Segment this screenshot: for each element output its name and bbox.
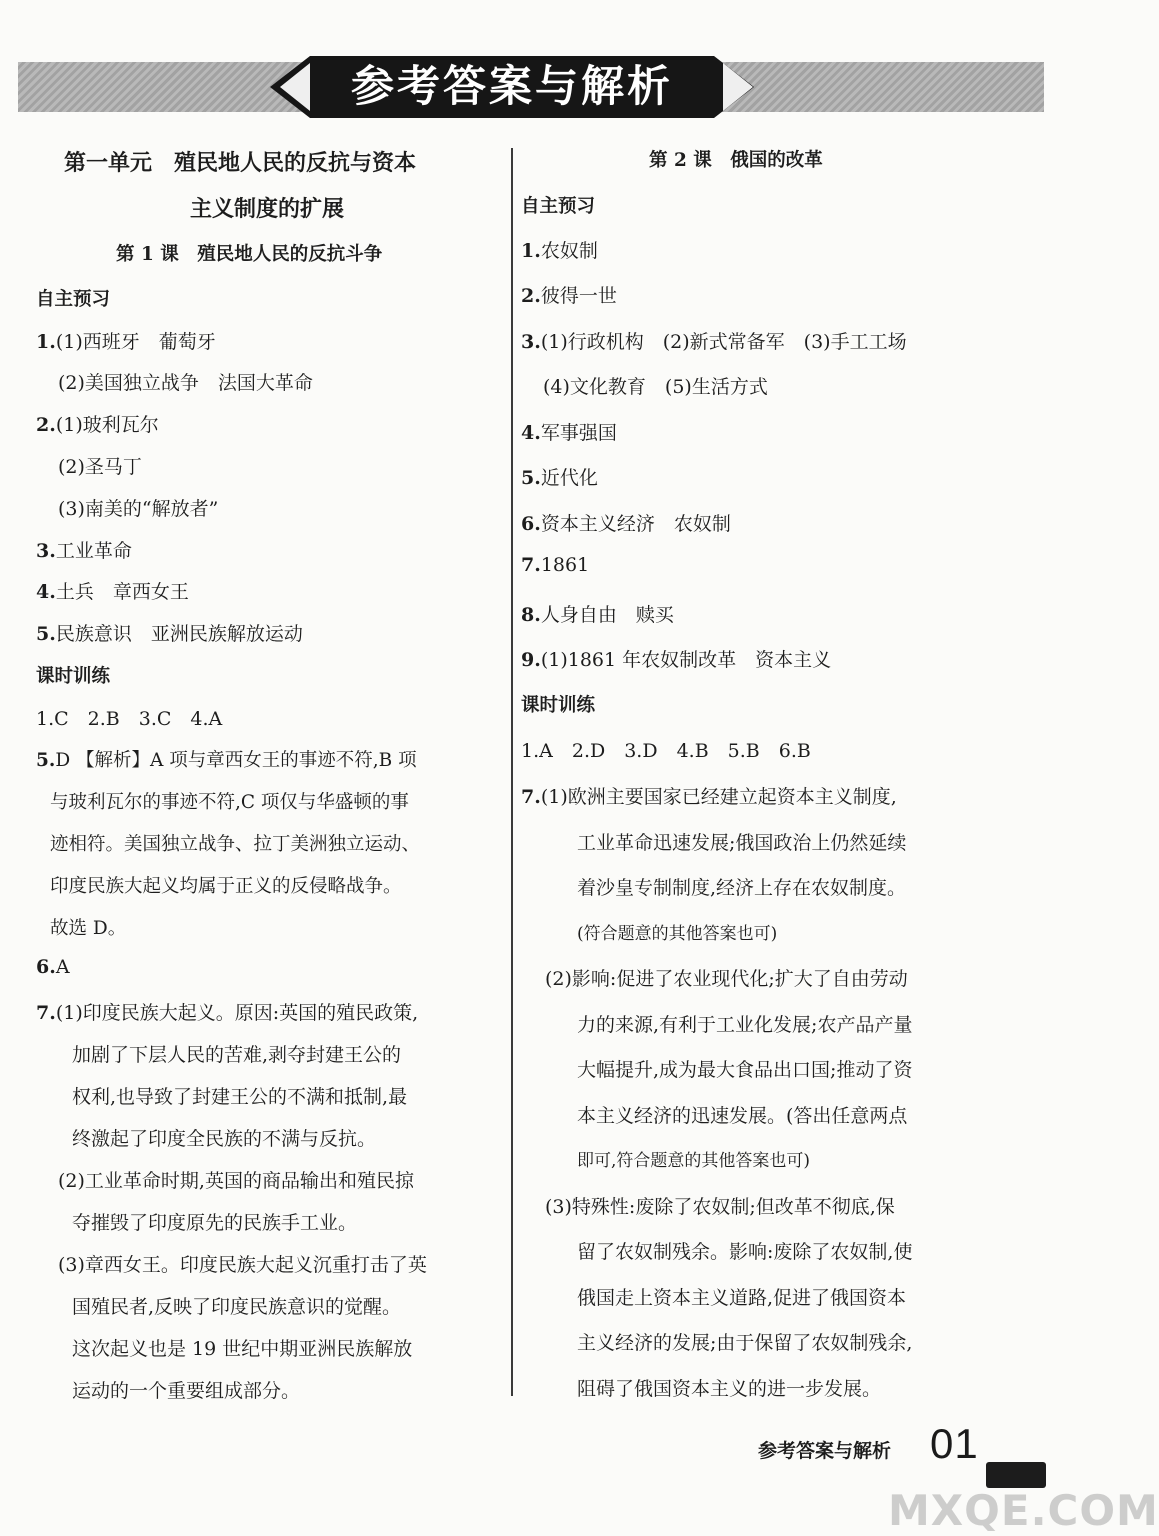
answer-line: (2)影响:促进了农业现代化;扩大了自由劳动: [545, 968, 908, 990]
section-training-title: 课时训练: [521, 695, 596, 716]
answer-item: [36, 577, 189, 604]
item-number: 3.: [521, 331, 541, 353]
answer-text: 近代化: [540, 467, 598, 489]
answer-item: [36, 998, 418, 1025]
column-divider: [511, 148, 513, 1396]
answer-text: (1)西班牙 葡萄牙: [55, 331, 216, 353]
answer-item: [36, 746, 417, 772]
answer-line: 本主义经济的迅速发展。(答出任意两点: [577, 1105, 908, 1127]
item-number: 4.: [36, 581, 56, 603]
answer-line: 权利,也导致了封建王公的不满和抵制,最: [72, 1086, 408, 1108]
answer-item: (3)南美的“解放者”: [58, 498, 219, 520]
answer-item: [521, 463, 598, 490]
answer-item: 1.C 2.B 3.C 4.A: [36, 708, 223, 730]
answer-line: 大幅提升,成为最大食品出口国;推动了资: [577, 1059, 913, 1081]
banner-right-chevron-icon: [723, 63, 753, 111]
section-preview-title: 自主预习: [521, 196, 596, 217]
answer-line: (3)章西女王。印度民族大起义沉重打击了英: [58, 1254, 427, 1276]
footer-label: 参考答案与解析: [758, 1440, 892, 1462]
answer-text: (1)1861 年农奴制改革 资本主义: [540, 649, 832, 671]
answer-text: 资本主义经济 农奴制: [540, 513, 731, 535]
explanation-line: 与玻利瓦尔的事迹不符,C 项仅与华盛顿的事: [50, 792, 409, 813]
answer-item: [521, 600, 674, 627]
answer-item: [521, 236, 598, 263]
answer-item: [36, 619, 303, 646]
answer-line: (2)工业革命时期,英国的商品输出和殖民掠: [58, 1170, 414, 1192]
page-number: 01: [930, 1420, 979, 1467]
answer-note: (符合题意的其他答案也可): [577, 924, 778, 944]
answer-text: 人身自由 赎买: [540, 604, 674, 626]
answer-text: 民族意识 亚洲民族解放运动: [55, 623, 303, 645]
answer-item: [36, 410, 159, 437]
answer-text: 1861: [540, 554, 590, 576]
answer-note: 即可,符合题意的其他答案也可): [577, 1151, 811, 1171]
answer-item: [521, 327, 907, 354]
answer-item: (2)美国独立战争 法国大革命: [58, 372, 313, 394]
item-number: 1.: [36, 331, 56, 353]
item-number: 3.: [36, 540, 56, 562]
answer-item: (4)文化教育 (5)生活方式: [543, 376, 768, 398]
header-banner: [18, 56, 1044, 118]
answer-line: 阻碍了俄国资本主义的进一步发展。: [577, 1378, 882, 1400]
answer-item: [36, 327, 216, 354]
item-number: 8.: [521, 604, 541, 626]
answer-text: (1)印度民族大起义。原因:英国的殖民政策,: [55, 1002, 419, 1024]
answer-line: 俄国走上资本主义道路,促进了俄国资本: [577, 1287, 907, 1309]
section-preview-title: 自主预习: [36, 289, 111, 310]
answer-line: 夺摧毁了印度原先的民族手工业。: [72, 1212, 358, 1234]
answer-line: (3)特殊性:废除了农奴制;但改革不彻底,保: [545, 1196, 895, 1218]
answer-text: 农奴制: [540, 240, 598, 262]
item-number: 1.: [521, 240, 541, 262]
answer-item: [521, 782, 897, 809]
item-number: 7.: [521, 786, 541, 808]
answer-line: 力的来源,有利于工业化发展;农产品产量: [577, 1014, 913, 1036]
answer-text: D 【解析】A 项与章西女王的事迹不符,B 项: [55, 750, 417, 771]
banner-left-chevron-icon: [280, 63, 310, 111]
answer-line: 运动的一个重要组成部分。: [72, 1380, 301, 1402]
lesson-1-title: 第 1 课 殖民地人民的反抗斗争: [116, 244, 383, 265]
answer-text: (1)欧洲主要国家已经建立起资本主义制度,: [540, 786, 897, 808]
explanation-line: 迹相符。美国独立战争、拉丁美洲独立运动、: [50, 834, 421, 855]
answer-item: [521, 509, 731, 536]
item-number: 2.: [521, 285, 541, 307]
unit-title-cont: 主义制度的扩展: [190, 196, 345, 222]
answer-item: (2)圣马丁: [58, 456, 142, 478]
answer-text: 工业革命: [55, 540, 132, 562]
answer-line: 加剧了下层人民的苦难,剥夺封建王公的: [72, 1044, 402, 1066]
item-number: 6.: [521, 513, 541, 535]
page-title: 参考答案与解析: [351, 62, 673, 112]
answer-text: A: [55, 956, 70, 978]
answer-line: 终激起了印度全民族的不满与反抗。: [72, 1128, 377, 1150]
explanation-line: 印度民族大起义均属于正义的反侵略战争。: [50, 876, 402, 897]
answer-text: 军事强国: [540, 422, 617, 444]
answer-text: 土兵 章西女王: [55, 581, 189, 603]
lesson-2-title: 第 2 课 俄国的改革: [649, 150, 823, 171]
answer-line: 留了农奴制残余。影响:废除了农奴制,使: [577, 1241, 913, 1263]
answer-item: [521, 554, 589, 576]
answer-line: 这次起义也是 19 世纪中期亚洲民族解放: [72, 1338, 413, 1360]
item-number: 5.: [36, 750, 56, 771]
unit-title: 第一单元 殖民地人民的反抗与资本: [64, 150, 417, 176]
item-number: 6.: [36, 956, 56, 978]
footer-tab-icon: [986, 1462, 1046, 1488]
item-number: 4.: [521, 422, 541, 444]
answer-line: 工业革命迅速发展;俄国政治上仍然延续: [577, 832, 907, 854]
item-number: 5.: [36, 623, 56, 645]
answer-line: 主义经济的发展;由于保留了农奴制残余,: [577, 1332, 913, 1354]
answer-item: [521, 281, 617, 308]
answer-item: [36, 956, 70, 978]
answer-item: [36, 536, 132, 563]
answer-item: [521, 418, 617, 445]
item-number: 5.: [521, 467, 541, 489]
item-number: 2.: [36, 414, 56, 436]
answer-text: (1)玻利瓦尔: [55, 414, 159, 436]
item-number: 7.: [521, 554, 541, 576]
answer-item: [521, 645, 831, 672]
answer-line: 着沙皇专制制度,经济上存在农奴制度。: [577, 877, 907, 899]
answer-text: (1)行政机构 (2)新式常备军 (3)手工工场: [540, 331, 907, 353]
item-number: 9.: [521, 649, 541, 671]
explanation-line: 故选 D。: [50, 918, 127, 939]
watermark: MXQE.COM: [888, 1486, 1159, 1535]
answer-text: 彼得一世: [540, 285, 617, 307]
answer-item: 1.A 2.D 3.D 4.B 5.B 6.B: [521, 740, 811, 762]
item-number: 7.: [36, 1002, 56, 1024]
answer-line: 国殖民者,反映了印度民族意识的觉醒。: [72, 1296, 402, 1318]
section-training-title: 课时训练: [36, 666, 111, 687]
